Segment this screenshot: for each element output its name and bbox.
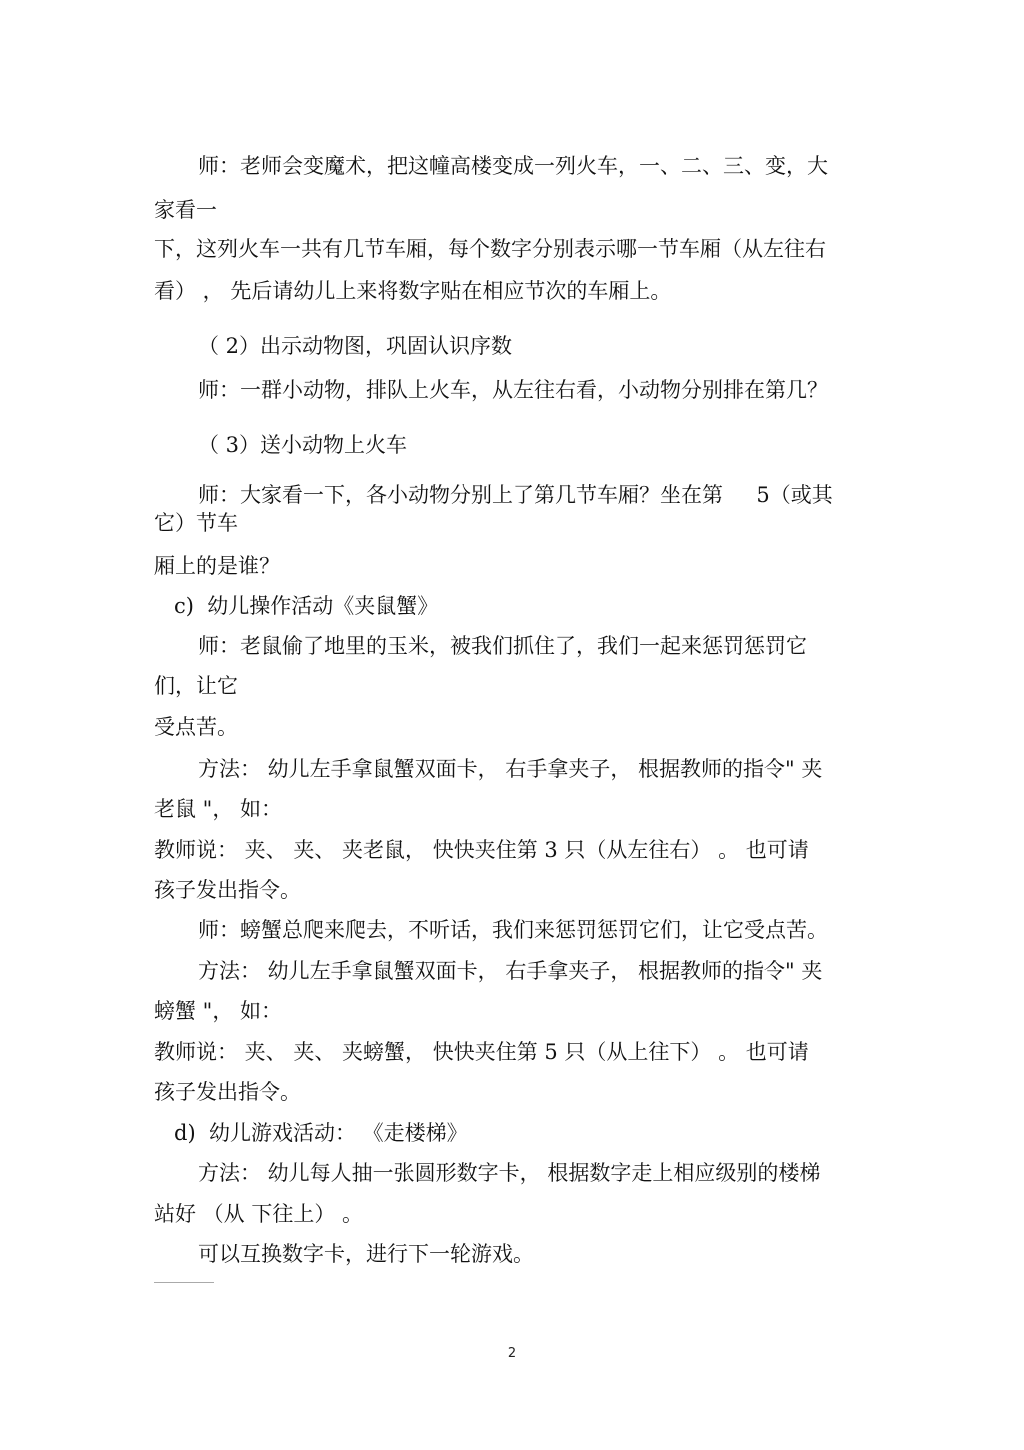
section-heading: d) 幼儿游戏活动： 《走楼梯》 — [174, 1121, 468, 1145]
section-heading: （ 2）出示动物图，巩固认识序数 — [198, 334, 513, 358]
text-line: 可以互换数字卡，进行下一轮游戏。 — [198, 1242, 534, 1266]
text-line: 师：一群小动物，排队上火车，从左往右看，小动物分别排在第几？ — [198, 378, 828, 402]
text-line: 方法： 幼儿左手拿鼠蟹双面卡， 右手拿夹子， 根据教师的指令" 夹 — [198, 757, 823, 781]
text-line: 教师说： 夹、 夹、 夹螃蟹， 快快夹住第 5 只（从上往下） 。 也可请 — [154, 1040, 809, 1064]
text-line: 孩子发出指令。 — [154, 1080, 301, 1104]
text-line: 方法： 幼儿每人抽一张圆形数字卡， 根据数字走上相应级别的楼梯 — [198, 1161, 821, 1185]
text-line: 方法： 幼儿左手拿鼠蟹双面卡， 右手拿夹子， 根据教师的指令" 夹 — [198, 959, 823, 983]
text-line: 们，让它 — [154, 674, 238, 698]
text-line: 螃蟹 "， 如： — [154, 999, 283, 1023]
text-line: 师：螃蟹总爬来爬去，不听话，我们来惩罚惩罚它们，让它受点苦。 — [198, 918, 828, 942]
text-line: 站好 （从 下往上） 。 — [154, 1202, 364, 1226]
text-line: 师：大家看一下，各小动物分别上了第几节车厢？坐在第 5（或其 — [198, 483, 833, 507]
text-line: 老鼠 "， 如： — [154, 797, 283, 821]
text-line: 家看一 — [154, 198, 217, 222]
section-heading: （ 3）送小动物上火车 — [198, 433, 408, 457]
page-number: 2 — [507, 1346, 517, 1361]
text-line: 看） ， 先后请幼儿上来将数字贴在相应节次的车厢上。 — [154, 279, 672, 303]
text-line: 它）节车 — [154, 511, 238, 535]
text-line: 师：老师会变魔术，把这幢高楼变成一列火车，一、二、三、变，大 — [198, 154, 828, 178]
text-line: 教师说： 夹、 夹、 夹老鼠， 快快夹住第 3 只（从左往右） 。 也可请 — [154, 838, 809, 862]
footnote-rule — [154, 1282, 214, 1283]
text-line: 下，这列火车一共有几节车厢，每个数字分别表示哪一节车厢（从左往右 — [154, 237, 826, 261]
section-heading: c) 幼儿操作活动《夹鼠蟹》 — [174, 594, 439, 618]
text-line: 受点苦。 — [154, 715, 238, 739]
text-line: 孩子发出指令。 — [154, 878, 301, 902]
text-line: 厢上的是谁？ — [154, 554, 280, 578]
text-line: 师：老鼠偷了地里的玉米，被我们抓住了，我们一起来惩罚惩罚它 — [198, 634, 807, 658]
